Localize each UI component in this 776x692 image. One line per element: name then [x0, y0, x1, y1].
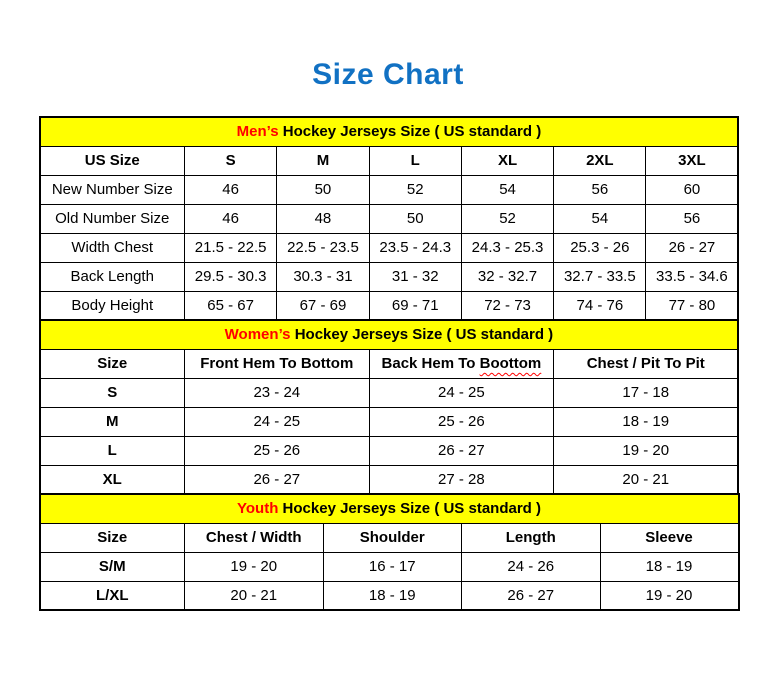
womens-size-table [39, 319, 740, 495]
mens-section-banner: Men’s Hockey Jerseys Size ( US standard ) [40, 117, 739, 146]
column-header: Size [40, 349, 185, 378]
column-header: Back Hem To Boottom [369, 349, 554, 378]
size-cell: 29.5 - 30.3 [185, 262, 277, 291]
column-header: S [185, 146, 277, 175]
size-cell: 16 - 17 [323, 552, 462, 581]
size-cell: 20 - 21 [185, 581, 324, 610]
youth-section-banner: Youth Hockey Jerseys Size ( US standard ) [40, 494, 739, 523]
row-label: New Number Size [40, 175, 185, 204]
row-label: Width Chest [40, 233, 185, 262]
row-label: M [40, 407, 185, 436]
mens-size-table [39, 116, 740, 321]
size-cell: 54 [554, 204, 646, 233]
size-cell: 60 [646, 175, 738, 204]
table-row [40, 291, 739, 320]
size-cell: 21.5 - 22.5 [185, 233, 277, 262]
table-row [40, 204, 739, 233]
column-header: Shoulder [323, 523, 462, 552]
column-header: US Size [40, 146, 185, 175]
size-cell: 25 - 26 [369, 407, 554, 436]
row-label: L/XL [40, 581, 185, 610]
size-cell: 26 - 27 [646, 233, 738, 262]
column-header: L [369, 146, 461, 175]
size-cell: 24 - 25 [369, 378, 554, 407]
size-cell: 19 - 20 [554, 436, 739, 465]
misspelled-word: Boottom [479, 355, 542, 372]
size-cell: 46 [185, 175, 277, 204]
row-label: Back Length [40, 262, 185, 291]
size-cell: 52 [461, 204, 553, 233]
size-cell: 18 - 19 [600, 552, 739, 581]
size-cell: 20 - 21 [554, 465, 739, 494]
size-cell: 32.7 - 33.5 [554, 262, 646, 291]
row-label: XL [40, 465, 185, 494]
table-row [40, 465, 739, 494]
size-cell: 24 - 25 [185, 407, 370, 436]
size-cell: 54 [461, 175, 553, 204]
size-cell: 77 - 80 [646, 291, 738, 320]
size-cell: 24.3 - 25.3 [461, 233, 553, 262]
column-header: XL [461, 146, 553, 175]
table-row [40, 262, 739, 291]
table-row [40, 175, 739, 204]
column-header: M [277, 146, 369, 175]
column-header: Size [40, 523, 185, 552]
size-cell: 46 [185, 204, 277, 233]
size-cell: 30.3 - 31 [277, 262, 369, 291]
size-cell: 24 - 26 [462, 552, 601, 581]
column-header: 2XL [554, 146, 646, 175]
column-header: Length [462, 523, 601, 552]
size-cell: 67 - 69 [277, 291, 369, 320]
page-title: Size Chart [312, 58, 464, 91]
column-header: Front Hem To Bottom [185, 349, 370, 378]
size-cell: 27 - 28 [369, 465, 554, 494]
size-cell: 19 - 20 [185, 552, 324, 581]
column-header: Sleeve [600, 523, 739, 552]
size-cell: 69 - 71 [369, 291, 461, 320]
size-cell: 26 - 27 [462, 581, 601, 610]
row-label: Body Height [40, 291, 185, 320]
size-cell: 52 [369, 175, 461, 204]
size-cell: 65 - 67 [185, 291, 277, 320]
table-row [40, 436, 739, 465]
size-cell: 48 [277, 204, 369, 233]
size-cell: 50 [277, 175, 369, 204]
size-tables [39, 116, 738, 611]
size-cell: 17 - 18 [554, 378, 739, 407]
size-cell: 32 - 32.7 [461, 262, 553, 291]
size-cell: 23.5 - 24.3 [369, 233, 461, 262]
column-header: Chest / Width [185, 523, 324, 552]
size-cell: 19 - 20 [600, 581, 739, 610]
size-cell: 72 - 73 [461, 291, 553, 320]
table-row [40, 233, 739, 262]
mens-banner-highlight: Men’s [236, 123, 279, 141]
size-cell: 26 - 27 [185, 465, 370, 494]
row-label: L [40, 436, 185, 465]
table-row [40, 552, 739, 581]
table-row [40, 407, 739, 436]
size-cell: 31 - 32 [369, 262, 461, 291]
size-cell: 56 [646, 204, 738, 233]
womens-banner-highlight: Women’s [224, 326, 291, 344]
youth-banner-highlight: Youth [237, 500, 279, 518]
row-label: S [40, 378, 185, 407]
table-row [40, 378, 739, 407]
table-row [40, 581, 739, 610]
size-cell: 33.5 - 34.6 [646, 262, 738, 291]
size-cell: 22.5 - 23.5 [277, 233, 369, 262]
size-cell: 25 - 26 [185, 436, 370, 465]
row-label: S/M [40, 552, 185, 581]
size-cell: 26 - 27 [369, 436, 554, 465]
size-cell: 74 - 76 [554, 291, 646, 320]
size-cell: 56 [554, 175, 646, 204]
size-cell: 18 - 19 [554, 407, 739, 436]
size-cell: 25.3 - 26 [554, 233, 646, 262]
womens-section-banner: Women’s Hockey Jerseys Size ( US standard ) [40, 320, 739, 349]
column-header: Chest / Pit To Pit [554, 349, 739, 378]
column-header: 3XL [646, 146, 738, 175]
youth-size-table [39, 493, 740, 611]
size-cell: 18 - 19 [323, 581, 462, 610]
size-cell: 23 - 24 [185, 378, 370, 407]
size-cell: 50 [369, 204, 461, 233]
row-label: Old Number Size [40, 204, 185, 233]
